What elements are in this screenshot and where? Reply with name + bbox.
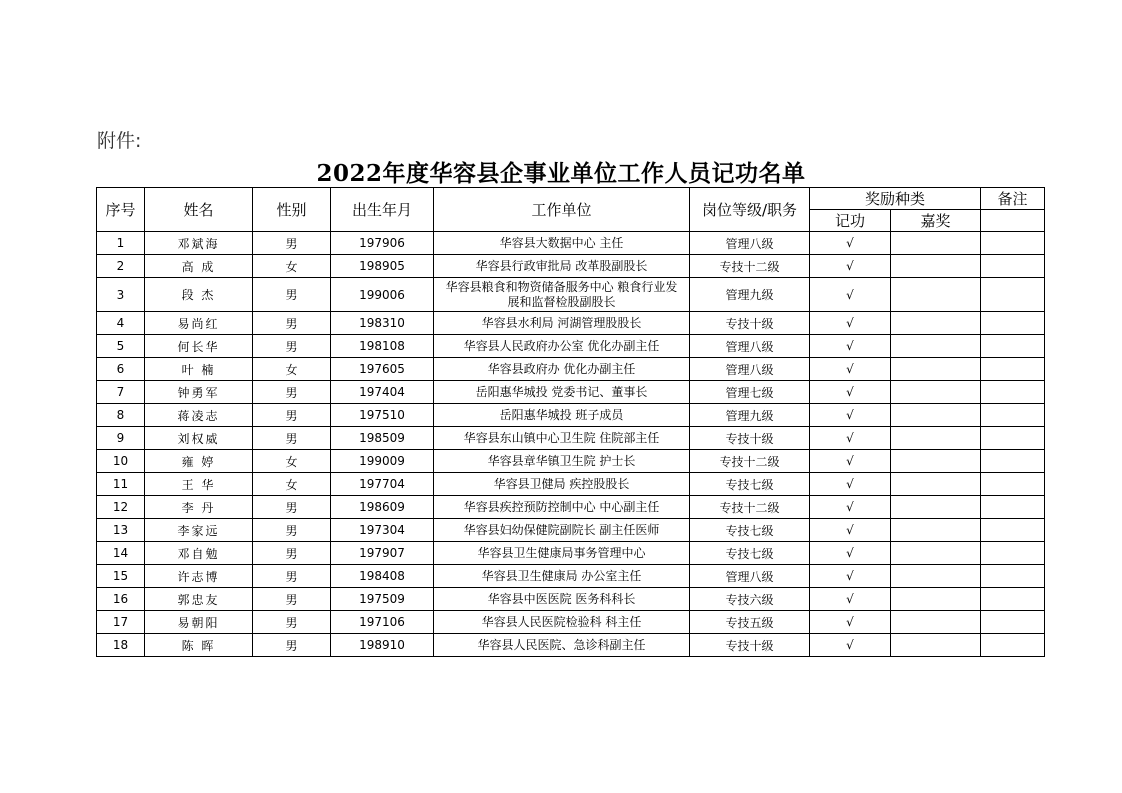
- cell-commend: [891, 358, 981, 381]
- cell-name: 雍 婷: [145, 450, 253, 473]
- cell-birth: 197704: [331, 473, 434, 496]
- cell-unit: 华容县政府办 优化办副主任: [434, 358, 690, 381]
- cell-commend: [891, 565, 981, 588]
- cell-name: 许志博: [145, 565, 253, 588]
- cell-remarks: [981, 358, 1045, 381]
- cell-birth: 198609: [331, 496, 434, 519]
- cell-grade: 专技七级: [690, 542, 810, 565]
- header-merit: 记功: [810, 210, 891, 232]
- cell-grade: 专技十二级: [690, 496, 810, 519]
- cell-merit: √: [810, 358, 891, 381]
- cell-remarks: [981, 427, 1045, 450]
- cell-gender: 男: [253, 427, 331, 450]
- cell-unit: 岳阳惠华城投 班子成员: [434, 404, 690, 427]
- cell-birth: 199006: [331, 278, 434, 312]
- cell-name: 高 成: [145, 255, 253, 278]
- table-row: [97, 427, 1045, 450]
- table-row: [97, 255, 1045, 278]
- table-row: [97, 335, 1045, 358]
- cell-gender: 男: [253, 519, 331, 542]
- cell-commend: [891, 381, 981, 404]
- header-award-type: 奖励种类: [810, 188, 981, 210]
- cell-birth: 197509: [331, 588, 434, 611]
- cell-gender: 女: [253, 358, 331, 381]
- cell-seq: 13: [97, 519, 145, 542]
- cell-birth: 198509: [331, 427, 434, 450]
- cell-commend: [891, 404, 981, 427]
- cell-merit: √: [810, 519, 891, 542]
- header-row: [97, 188, 1045, 210]
- cell-merit: √: [810, 496, 891, 519]
- cell-merit: √: [810, 473, 891, 496]
- header-unit: 工作单位: [434, 188, 690, 232]
- cell-name: 叶 楠: [145, 358, 253, 381]
- cell-merit: √: [810, 278, 891, 312]
- cell-remarks: [981, 565, 1045, 588]
- cell-name: 易尚红: [145, 312, 253, 335]
- header-birth: 出生年月: [331, 188, 434, 232]
- cell-unit: 华容县人民医院、急诊科副主任: [434, 634, 690, 657]
- cell-commend: [891, 611, 981, 634]
- cell-remarks: [981, 335, 1045, 358]
- cell-name: 蒋凌志: [145, 404, 253, 427]
- cell-unit: 华容县人民政府办公室 优化办副主任: [434, 335, 690, 358]
- cell-gender: 男: [253, 588, 331, 611]
- table-row: [97, 588, 1045, 611]
- cell-remarks: [981, 496, 1045, 519]
- attachment-label: 附件:: [97, 130, 142, 152]
- cell-commend: [891, 335, 981, 358]
- cell-merit: √: [810, 565, 891, 588]
- header-commend: 嘉奖: [891, 210, 981, 232]
- cell-gender: 女: [253, 450, 331, 473]
- cell-unit: 华容县行政审批局 改革股副股长: [434, 255, 690, 278]
- cell-gender: 男: [253, 232, 331, 255]
- cell-commend: [891, 542, 981, 565]
- cell-gender: 男: [253, 278, 331, 312]
- table-row: [97, 542, 1045, 565]
- cell-birth: 197907: [331, 542, 434, 565]
- table-row: [97, 278, 1045, 312]
- header-remarks: 备注: [981, 188, 1045, 210]
- cell-gender: 男: [253, 335, 331, 358]
- cell-seq: 11: [97, 473, 145, 496]
- cell-unit: 华容县水利局 河湖管理股股长: [434, 312, 690, 335]
- cell-remarks: [981, 312, 1045, 335]
- cell-grade: 管理八级: [690, 358, 810, 381]
- cell-grade: 管理八级: [690, 335, 810, 358]
- table-row: [97, 450, 1045, 473]
- cell-merit: √: [810, 427, 891, 450]
- cell-gender: 男: [253, 496, 331, 519]
- header-name: 姓名: [145, 188, 253, 232]
- cell-birth: 197906: [331, 232, 434, 255]
- table-row: [97, 634, 1045, 657]
- cell-birth: 198910: [331, 634, 434, 657]
- cell-gender: 男: [253, 611, 331, 634]
- cell-birth: 198905: [331, 255, 434, 278]
- cell-seq: 5: [97, 335, 145, 358]
- cell-merit: √: [810, 381, 891, 404]
- cell-seq: 17: [97, 611, 145, 634]
- header-seq: 序号: [97, 188, 145, 232]
- cell-birth: 197510: [331, 404, 434, 427]
- cell-remarks: [981, 473, 1045, 496]
- cell-birth: 197605: [331, 358, 434, 381]
- cell-name: 何长华: [145, 335, 253, 358]
- table-row: [97, 312, 1045, 335]
- cell-grade: 管理七级: [690, 381, 810, 404]
- cell-seq: 18: [97, 634, 145, 657]
- table-row: [97, 565, 1045, 588]
- cell-commend: [891, 232, 981, 255]
- table-row: [97, 232, 1045, 255]
- cell-birth: 199009: [331, 450, 434, 473]
- cell-seq: 16: [97, 588, 145, 611]
- cell-remarks: [981, 519, 1045, 542]
- table-row: [97, 381, 1045, 404]
- cell-commend: [891, 450, 981, 473]
- cell-grade: 专技十级: [690, 312, 810, 335]
- cell-commend: [891, 588, 981, 611]
- cell-grade: 管理九级: [690, 278, 810, 312]
- cell-unit: 华容县卫生健康局事务管理中心: [434, 542, 690, 565]
- cell-merit: √: [810, 335, 891, 358]
- cell-unit: 华容县章华镇卫生院 护士长: [434, 450, 690, 473]
- cell-name: 邓斌海: [145, 232, 253, 255]
- cell-merit: √: [810, 634, 891, 657]
- cell-commend: [891, 496, 981, 519]
- cell-seq: 4: [97, 312, 145, 335]
- cell-commend: [891, 278, 981, 312]
- cell-seq: 10: [97, 450, 145, 473]
- cell-commend: [891, 519, 981, 542]
- cell-grade: 专技五级: [690, 611, 810, 634]
- cell-gender: 女: [253, 473, 331, 496]
- cell-name: 邓自勉: [145, 542, 253, 565]
- cell-remarks: [981, 634, 1045, 657]
- cell-gender: 男: [253, 312, 331, 335]
- cell-name: 李家远: [145, 519, 253, 542]
- cell-grade: 专技十级: [690, 634, 810, 657]
- cell-seq: 2: [97, 255, 145, 278]
- cell-remarks: [981, 381, 1045, 404]
- cell-unit: 华容县人民医院检验科 科主任: [434, 611, 690, 634]
- cell-grade: 专技七级: [690, 473, 810, 496]
- cell-merit: √: [810, 611, 891, 634]
- cell-commend: [891, 634, 981, 657]
- cell-grade: 管理八级: [690, 232, 810, 255]
- cell-merit: √: [810, 255, 891, 278]
- document-title: 2022年度华容县企事业单位工作人员记功名单: [316, 160, 806, 187]
- cell-commend: [891, 255, 981, 278]
- cell-unit: 华容县卫健局 疾控股股长: [434, 473, 690, 496]
- cell-birth: 197106: [331, 611, 434, 634]
- cell-seq: 7: [97, 381, 145, 404]
- cell-remarks: [981, 542, 1045, 565]
- cell-birth: 197404: [331, 381, 434, 404]
- cell-remarks: [981, 278, 1045, 312]
- cell-merit: √: [810, 542, 891, 565]
- cell-remarks: [981, 450, 1045, 473]
- cell-seq: 12: [97, 496, 145, 519]
- cell-merit: √: [810, 588, 891, 611]
- cell-name: 郭忠友: [145, 588, 253, 611]
- cell-name: 刘权威: [145, 427, 253, 450]
- header-grade: 岗位等级/职务: [690, 188, 810, 232]
- cell-birth: 197304: [331, 519, 434, 542]
- cell-birth: 198408: [331, 565, 434, 588]
- cell-unit: 华容县大数据中心 主任: [434, 232, 690, 255]
- cell-gender: 女: [253, 255, 331, 278]
- cell-name: 李 丹: [145, 496, 253, 519]
- cell-grade: 专技七级: [690, 519, 810, 542]
- cell-grade: 管理九级: [690, 404, 810, 427]
- cell-grade: 专技六级: [690, 588, 810, 611]
- cell-gender: 男: [253, 565, 331, 588]
- cell-commend: [891, 427, 981, 450]
- cell-name: 段 杰: [145, 278, 253, 312]
- cell-merit: √: [810, 232, 891, 255]
- merit-roster-table: [96, 187, 1045, 657]
- cell-seq: 8: [97, 404, 145, 427]
- cell-name: 钟勇军: [145, 381, 253, 404]
- cell-commend: [891, 312, 981, 335]
- cell-unit: 岳阳惠华城投 党委书记、董事长: [434, 381, 690, 404]
- cell-grade: 管理八级: [690, 565, 810, 588]
- cell-seq: 1: [97, 232, 145, 255]
- table-row: [97, 404, 1045, 427]
- cell-remarks: [981, 404, 1045, 427]
- table-row: [97, 358, 1045, 381]
- cell-unit: 华容县妇幼保健院副院长 副主任医师: [434, 519, 690, 542]
- table-row: [97, 611, 1045, 634]
- cell-gender: 男: [253, 542, 331, 565]
- cell-unit: 华容县东山镇中心卫生院 住院部主任: [434, 427, 690, 450]
- cell-unit: 华容县疾控预防控制中心 中心副主任: [434, 496, 690, 519]
- table-row: [97, 519, 1045, 542]
- cell-remarks: [981, 611, 1045, 634]
- cell-name: 陈 晖: [145, 634, 253, 657]
- cell-name: 王 华: [145, 473, 253, 496]
- cell-birth: 198310: [331, 312, 434, 335]
- table-row: [97, 496, 1045, 519]
- table-row: [97, 473, 1045, 496]
- cell-unit: 华容县粮食和物资储备服务中心 粮食行业发展和监督检股副股长: [434, 278, 690, 312]
- cell-seq: 3: [97, 278, 145, 312]
- cell-grade: 专技十级: [690, 427, 810, 450]
- cell-remarks: [981, 255, 1045, 278]
- cell-seq: 9: [97, 427, 145, 450]
- cell-seq: 14: [97, 542, 145, 565]
- cell-grade: 专技十二级: [690, 450, 810, 473]
- header-gender: 性别: [253, 188, 331, 232]
- cell-grade: 专技十二级: [690, 255, 810, 278]
- cell-merit: √: [810, 450, 891, 473]
- cell-commend: [891, 473, 981, 496]
- cell-unit: 华容县卫生健康局 办公室主任: [434, 565, 690, 588]
- cell-merit: √: [810, 404, 891, 427]
- cell-seq: 15: [97, 565, 145, 588]
- cell-gender: 男: [253, 404, 331, 427]
- cell-name: 易朝阳: [145, 611, 253, 634]
- cell-remarks: [981, 232, 1045, 255]
- cell-gender: 男: [253, 634, 331, 657]
- cell-remarks: [981, 588, 1045, 611]
- header-remarks-lower: [981, 210, 1045, 232]
- cell-unit: 华容县中医医院 医务科科长: [434, 588, 690, 611]
- cell-merit: √: [810, 312, 891, 335]
- roster-body: [97, 232, 1045, 657]
- cell-birth: 198108: [331, 335, 434, 358]
- cell-seq: 6: [97, 358, 145, 381]
- cell-gender: 男: [253, 381, 331, 404]
